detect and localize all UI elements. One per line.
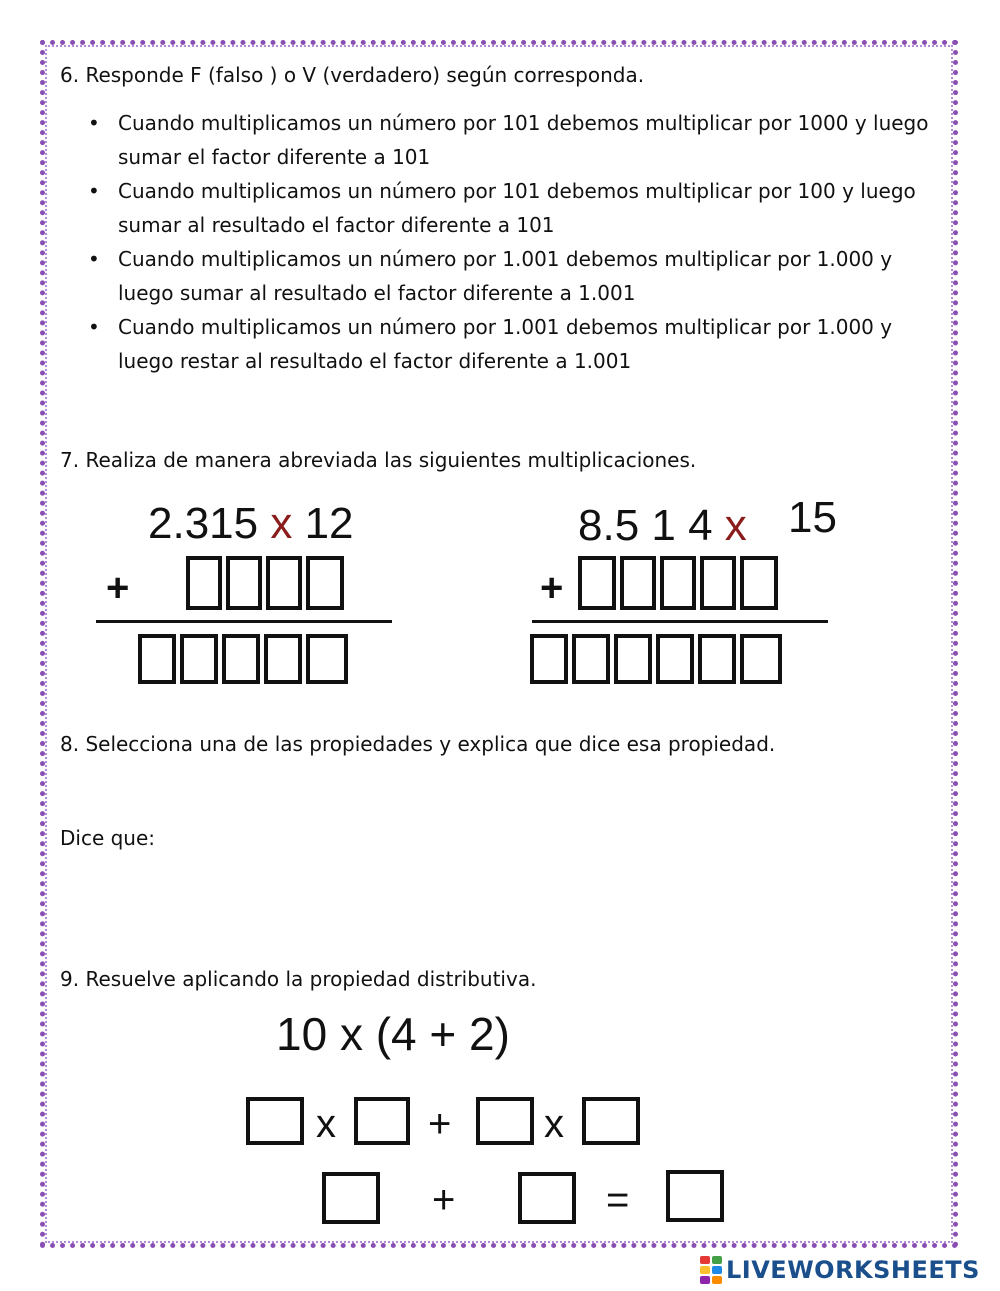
q6-statement: • Cuando multiplicamos un número por 101 debemos multiplicar por 100 y luego sumar al resultado el factor diferente a 101 <box>88 174 948 242</box>
answer-box[interactable] <box>620 556 656 610</box>
q7-heading: 7. Realiza de manera abreviada las siguientes multiplicaciones. <box>60 448 697 472</box>
answer-box[interactable] <box>578 556 616 610</box>
q7-op1-plus: + <box>106 566 130 610</box>
q9-times-2: x <box>544 1102 564 1146</box>
answer-box[interactable] <box>656 634 694 684</box>
answer-box[interactable] <box>306 634 348 684</box>
answer-box[interactable] <box>186 556 222 610</box>
q7-op2-times: x <box>724 501 747 550</box>
q7-op1-sum-line <box>96 620 392 623</box>
q8-prompt: Dice que: <box>60 826 156 850</box>
answer-box[interactable] <box>264 634 302 684</box>
answer-box[interactable] <box>614 634 652 684</box>
q6-statement: • Cuando multiplicamos un número por 1.001 debemos multiplicar por 1.000 y luego restar al resultado el factor diferente a 1.001 <box>88 310 948 378</box>
q7-op1-factor1: 2.315 <box>148 499 259 548</box>
q9-expression: 10 x (4 + 2) <box>276 1008 510 1060</box>
q9-times-1: x <box>316 1102 336 1146</box>
answer-box[interactable] <box>222 634 260 684</box>
q7-op2-expression <box>578 502 747 550</box>
answer-box[interactable] <box>582 1097 640 1145</box>
logo-text: LIVEWORKSHEETS <box>726 1256 980 1284</box>
answer-box[interactable] <box>138 634 176 684</box>
answer-box[interactable] <box>572 634 610 684</box>
answer-box[interactable] <box>698 634 736 684</box>
answer-box[interactable] <box>476 1097 534 1145</box>
q7-op2-plus: + <box>540 566 564 610</box>
answer-box[interactable] <box>322 1172 380 1224</box>
q9-heading: 9. Resuelve aplicando la propiedad distributiva. <box>60 967 537 991</box>
q6-statement-list <box>88 106 948 378</box>
q6-heading: 6. Responde F (falso ) o V (verdadero) según corresponda. <box>60 63 645 87</box>
answer-box[interactable] <box>354 1097 410 1145</box>
q7-op1-expression <box>148 500 354 548</box>
answer-box[interactable] <box>518 1172 576 1224</box>
answer-box[interactable] <box>666 1170 724 1222</box>
q7-op2-sum-line <box>532 620 828 623</box>
answer-box[interactable] <box>660 556 696 610</box>
answer-box[interactable] <box>740 634 782 684</box>
q8-heading: 8. Selecciona una de las propiedades y explica que dice esa propiedad. <box>60 732 776 756</box>
liveworksheets-logo <box>700 1254 980 1286</box>
q9-plus-1: + <box>428 1102 452 1146</box>
answer-box[interactable] <box>226 556 262 610</box>
q6-statement: • Cuando multiplicamos un número por 1.001 debemos multiplicar por 1.000 y luego sumar al resultado el factor diferente a 1.001 <box>88 242 948 310</box>
q7-op2-factor2: 15 <box>788 493 837 542</box>
q6-statement: • Cuando multiplicamos un número por 101 debemos multiplicar por 1000 y luego sumar el factor diferente a 101 <box>88 106 948 174</box>
q9-equals: = <box>606 1178 630 1222</box>
liveworksheets-logo-icon <box>700 1256 722 1284</box>
answer-box[interactable] <box>266 556 302 610</box>
q7-op2-factor1: 8.5 1 4 <box>578 501 713 550</box>
answer-box[interactable] <box>700 556 736 610</box>
q9-plus-2: + <box>432 1178 456 1222</box>
q7-op1-times: x <box>270 499 293 548</box>
answer-box[interactable] <box>740 556 778 610</box>
answer-box[interactable] <box>180 634 218 684</box>
answer-box[interactable] <box>246 1097 304 1145</box>
answer-box[interactable] <box>530 634 568 684</box>
q7-op1-factor2: 12 <box>304 499 354 548</box>
answer-box[interactable] <box>306 556 344 610</box>
